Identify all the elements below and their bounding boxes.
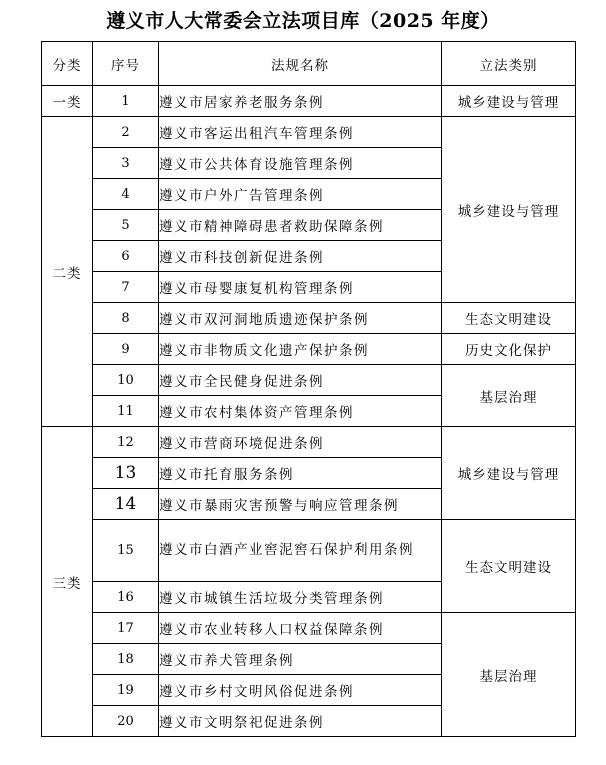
row-number: 3	[93, 148, 159, 179]
row-number: 17	[93, 613, 159, 644]
law-name: 遵义市乡村文明风俗促进条例	[159, 675, 442, 706]
header-category: 分类	[42, 42, 93, 86]
type-cell: 基层治理	[442, 613, 576, 737]
law-name: 遵义市母婴康复机构管理条例	[159, 272, 442, 303]
table-row	[42, 613, 576, 644]
type-cell: 基层治理	[442, 365, 576, 427]
law-name: 遵义市白酒产业窖泥窖石保护利用条例	[159, 520, 442, 582]
type-cell: 生态文明建设	[442, 520, 576, 613]
row-number: 20	[93, 706, 159, 737]
row-number: 18	[93, 644, 159, 675]
law-name: 遵义市客运出租汽车管理条例	[159, 117, 442, 148]
law-name: 遵义市文明祭祀促进条例	[159, 706, 442, 737]
law-name: 遵义市居家养老服务条例	[159, 86, 442, 117]
row-number: 7	[93, 272, 159, 303]
table-row	[42, 334, 576, 365]
type-cell: 生态文明建设	[442, 303, 576, 334]
row-number: 5	[93, 210, 159, 241]
row-number: 10	[93, 365, 159, 396]
category-cell: 一类	[42, 86, 93, 117]
type-cell: 城乡建设与管理	[442, 86, 576, 117]
type-cell: 城乡建设与管理	[442, 427, 576, 520]
law-name: 遵义市城镇生活垃圾分类管理条例	[159, 582, 442, 613]
law-name: 遵义市非物质文化遗产保护条例	[159, 334, 442, 365]
law-name: 遵义市科技创新促进条例	[159, 241, 442, 272]
row-number: 16	[93, 582, 159, 613]
row-number: 9	[93, 334, 159, 365]
law-name: 遵义市暴雨灾害预警与响应管理条例	[159, 489, 442, 520]
row-number: 2	[93, 117, 159, 148]
page-title: 遵义市人大常委会立法项目库（2025 年度）	[106, 10, 500, 32]
header-type: 立法类别	[442, 42, 576, 86]
row-number: 1	[93, 86, 159, 117]
law-name: 遵义市营商环境促进条例	[159, 427, 442, 458]
table-row	[42, 520, 576, 582]
law-name: 遵义市农业转移人口权益保障条例	[159, 613, 442, 644]
category-cell: 三类	[42, 427, 93, 737]
law-name: 遵义市公共体育设施管理条例	[159, 148, 442, 179]
law-name: 遵义市全民健身促进条例	[159, 365, 442, 396]
row-number: 12	[93, 427, 159, 458]
table-row	[42, 427, 576, 458]
row-number: 13	[93, 458, 159, 489]
header-name: 法规名称	[159, 42, 442, 86]
row-number: 6	[93, 241, 159, 272]
table-header-row	[42, 42, 576, 86]
law-name: 遵义市双河洞地质遗迹保护条例	[159, 303, 442, 334]
header-number: 序号	[93, 42, 159, 86]
table-row	[42, 365, 576, 396]
table-row	[42, 303, 576, 334]
law-name: 遵义市户外广告管理条例	[159, 179, 442, 210]
row-number: 15	[93, 520, 159, 582]
row-number: 11	[93, 396, 159, 427]
law-name: 遵义市精神障碍患者救助保障条例	[159, 210, 442, 241]
legislation-table	[41, 41, 576, 737]
row-number: 14	[93, 489, 159, 520]
table-row	[42, 117, 576, 148]
table-row	[42, 86, 576, 117]
row-number: 19	[93, 675, 159, 706]
category-cell: 二类	[42, 117, 93, 427]
type-cell: 城乡建设与管理	[442, 117, 576, 303]
row-number: 4	[93, 179, 159, 210]
type-cell: 历史文化保护	[442, 334, 576, 365]
law-name: 遵义市托育服务条例	[159, 458, 442, 489]
law-name: 遵义市养犬管理条例	[159, 644, 442, 675]
row-number: 8	[93, 303, 159, 334]
law-name: 遵义市农村集体资产管理条例	[159, 396, 442, 427]
